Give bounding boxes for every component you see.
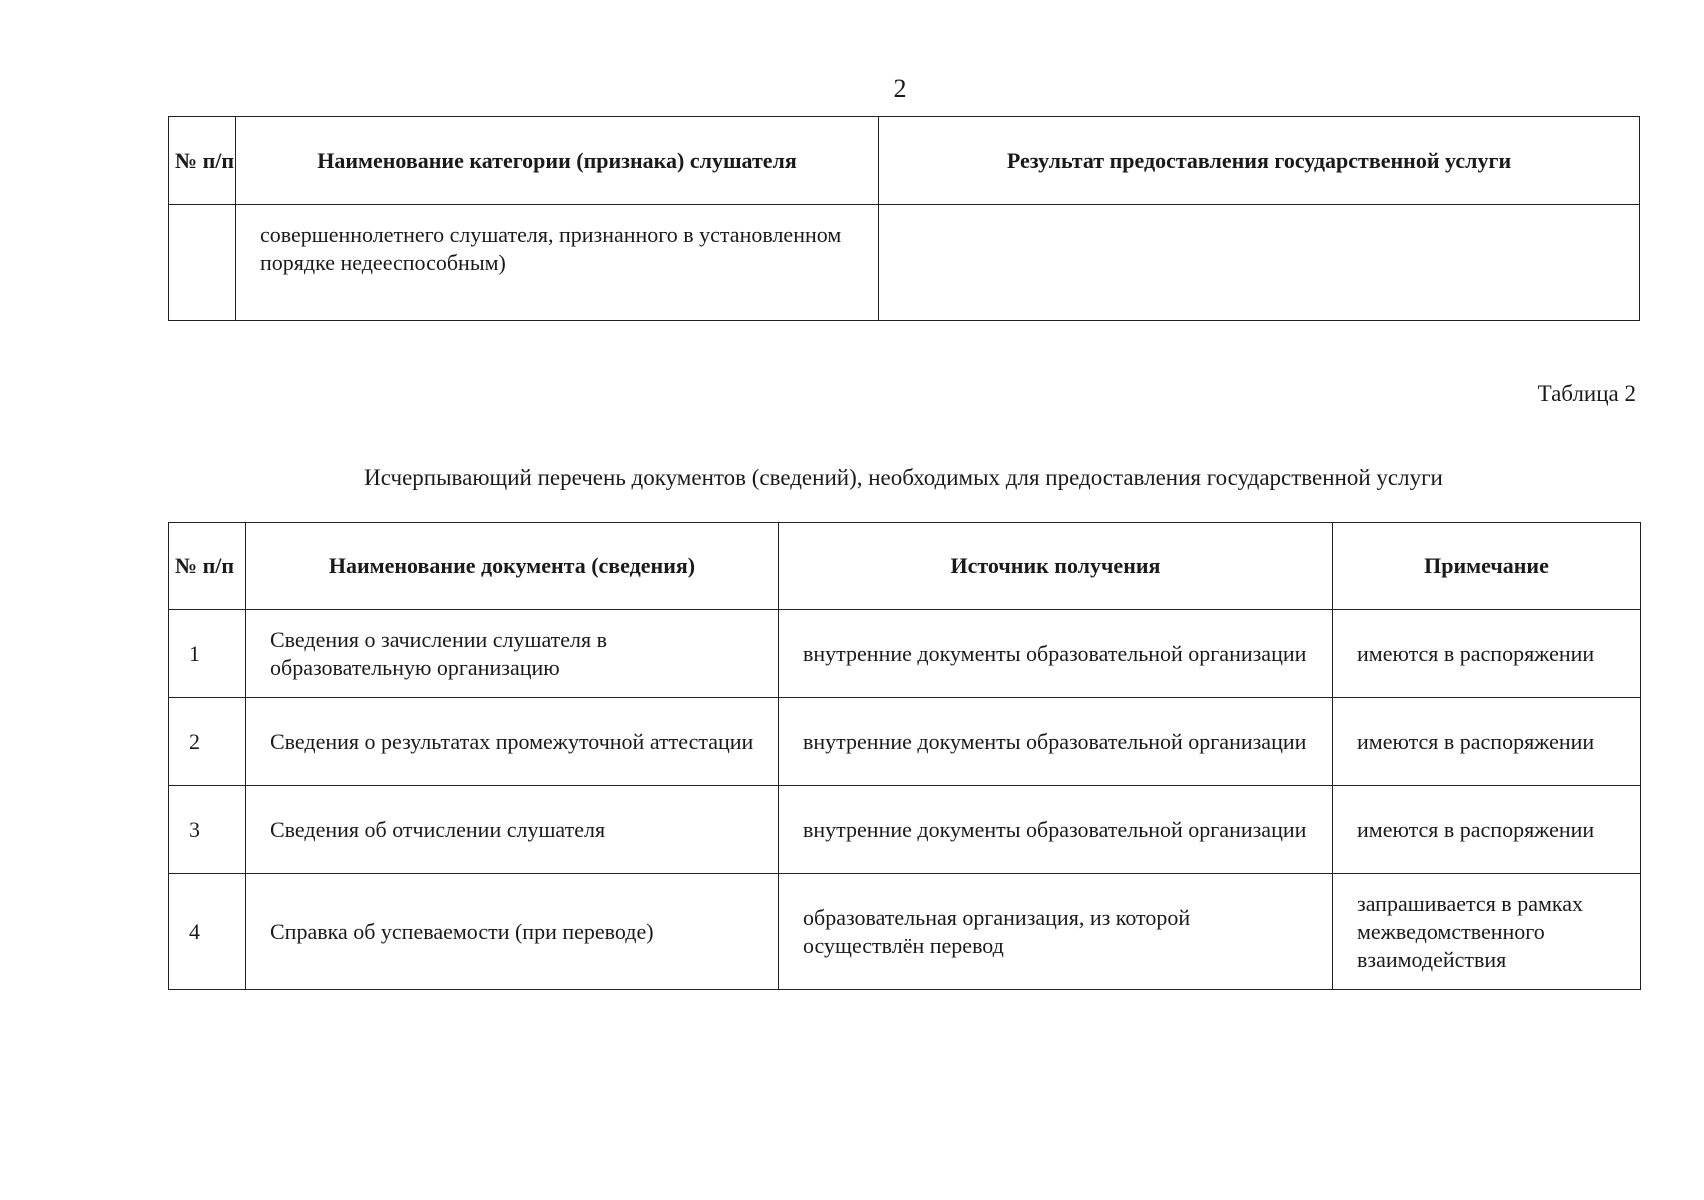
cell-note: запрашивается в рамках межведомственного взаимодействия [1333,874,1641,990]
header-number: № п/п [169,117,236,205]
header-source: Источник получения [779,523,1333,610]
header-document: Наименование документа (сведения) [246,523,779,610]
header-note: Примечание [1333,523,1641,610]
cell-document: Сведения о зачислении слушателя в образовательную организацию [246,610,779,698]
cell-document: Справка об успеваемости (при переводе) [246,874,779,990]
cell-number: 3 [169,786,246,874]
cell-document: Сведения о результатах промежуточной аттестации [246,698,779,786]
cell-number: 4 [169,874,246,990]
table-row [169,610,1641,698]
categories-table [168,116,1640,321]
table-header-row [169,117,1640,205]
cell-note: имеются в распоряжении [1333,698,1641,786]
cell-note: имеются в распоряжении [1333,786,1641,874]
documents-table [168,522,1641,990]
header-result: Результат предоставления государственной услуги [879,117,1640,205]
table-row [169,205,1640,321]
cell-number: 2 [169,698,246,786]
page-number: 2 [893,74,907,103]
table-header-row [169,523,1641,610]
cell-document: Сведения об отчислении слушателя [246,786,779,874]
table-caption: Исчерпывающий перечень документов (сведений), необходимых для предоставления государственной услуги [364,465,1443,490]
cell-source: образовательная организация, из которой осуществлён перевод [779,874,1333,990]
cell-number [169,205,236,321]
table-row [169,786,1641,874]
cell-note: имеются в распоряжении [1333,610,1641,698]
header-number: № п/п [169,523,246,610]
cell-source: внутренние документы образовательной организации [779,610,1333,698]
cell-source: внутренние документы образовательной организации [779,786,1333,874]
cell-category: совершеннолетнего слушателя, признанного в установленном порядке недееспособным) [236,205,879,321]
header-category: Наименование категории (признака) слушателя [236,117,879,205]
cell-source: внутренние документы образовательной организации [779,698,1333,786]
table-row [169,698,1641,786]
table-row [169,874,1641,990]
table-label: Таблица 2 [1537,381,1636,406]
cell-result [879,205,1640,321]
cell-number: 1 [169,610,246,698]
